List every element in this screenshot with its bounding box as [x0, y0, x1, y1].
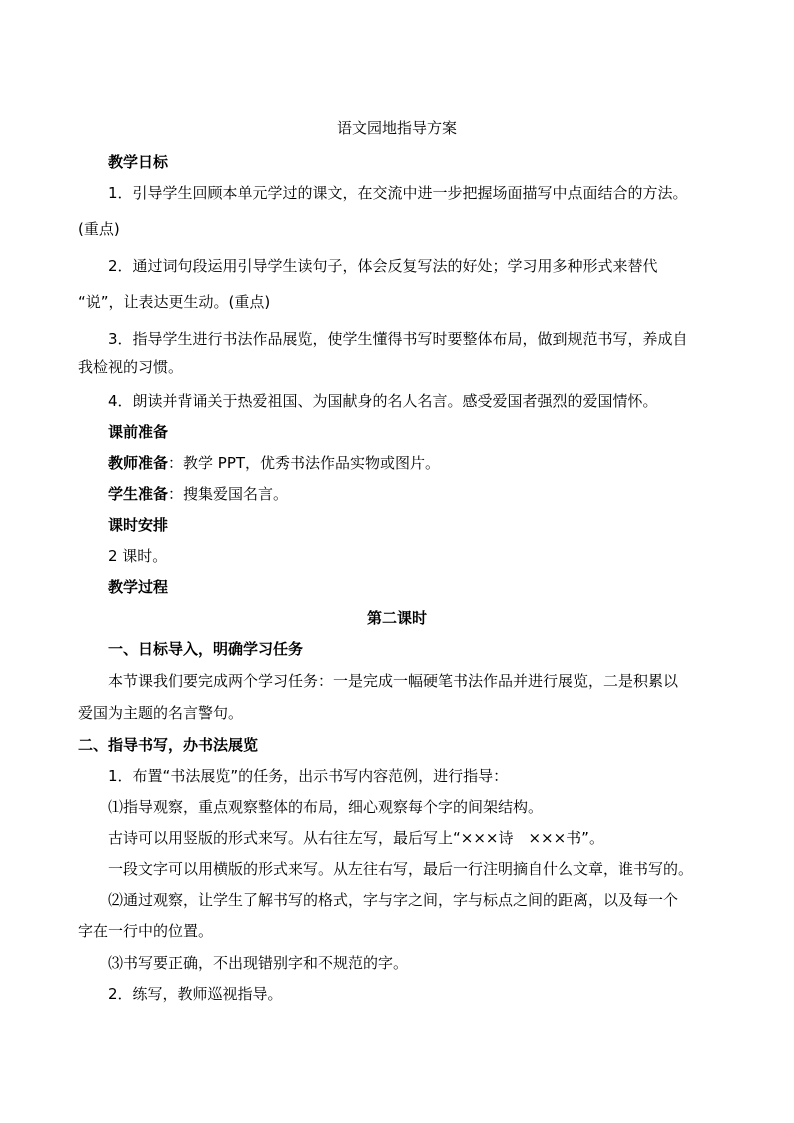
goal-1-line-1: 1．引导学生回顾本单元学过的课文，在交流中进一步把握场面描写中点面结合的方法。: [108, 184, 688, 202]
part-2-heading: 二、指导书写，办书法展览: [78, 736, 259, 754]
goal-2-line-2: “说”，让表达更生动。(重点): [78, 293, 271, 311]
goal-3-line-1: 3．指导学生进行书法作品展览，使学生懂得书写时要整体布局，做到规范书写，养成自: [108, 330, 688, 348]
step-1-3: ⑶书写要正确，不出现错别字和不规范的字。: [108, 954, 409, 972]
student-prep-text: ：搜集爱国名言。: [168, 485, 289, 503]
goal-2-line-1: 2．通过词句段运用引导学生读句子，体会反复写法的好处；学习用多种形式来替代: [108, 257, 658, 275]
process-heading: 教学过程: [108, 578, 169, 596]
step-2: 2．练写，教师巡视指导。: [108, 985, 283, 1003]
part-1-line-1: 本节课我们要完成两个学习任务：一是完成一幅硬笔书法作品并进行展览，二是积累以: [108, 672, 679, 690]
lesson-title: 第二课时: [366, 609, 427, 627]
part-1-line-2: 爱国为主题的名言警句。: [78, 704, 244, 722]
goals-heading: 教学日标: [108, 153, 169, 171]
schedule-text: 2 课时。: [108, 547, 168, 565]
schedule-heading: 课时安排: [108, 516, 169, 534]
goal-1-line-2: (重点): [78, 220, 120, 238]
student-prep: [108, 484, 288, 504]
teacher-prep-text: ：教学 PPT，优秀书法作品实物或图片。: [168, 454, 441, 472]
prep-heading: 课前准备: [108, 423, 169, 441]
step-1-2-line-1: ⑵通过观察，让学生了解书写的格式，字与字之间，字与标点之间的距离，以及每一个: [108, 891, 679, 909]
teacher-prep-label: 教师准备: [108, 454, 169, 472]
teacher-prep: [108, 453, 440, 473]
step-1: 1．布置“书法展览”的任务，出示书写内容范例，进行指导：: [108, 767, 509, 785]
step-1-poem: 古诗可以用竖版的形式来写。从右往左写，最后写上“×××诗 ×××书”。: [108, 829, 604, 847]
student-prep-label: 学生准备: [108, 485, 169, 503]
step-1-text: 一段文字可以用横版的形式来写。从左往右写，最后一行注明摘自什么文章，谁书写的。: [108, 860, 694, 878]
document-title: 语文园地指导方案: [336, 119, 457, 137]
part-1-heading: 一、日标导入，明确学习任务: [108, 640, 304, 658]
goal-3-line-2: 我检视的习惯。: [78, 358, 184, 376]
step-1-1: ⑴指导观察，重点观察整体的布局，细心观察每个字的间架结构。: [108, 798, 544, 816]
step-1-2-line-2: 字在一行中的位置。: [78, 922, 214, 940]
goal-4: 4．朗读并背诵关于热爱祖国、为国献身的名人名言。感受爱国者强烈的爱国情怀。: [108, 392, 658, 410]
